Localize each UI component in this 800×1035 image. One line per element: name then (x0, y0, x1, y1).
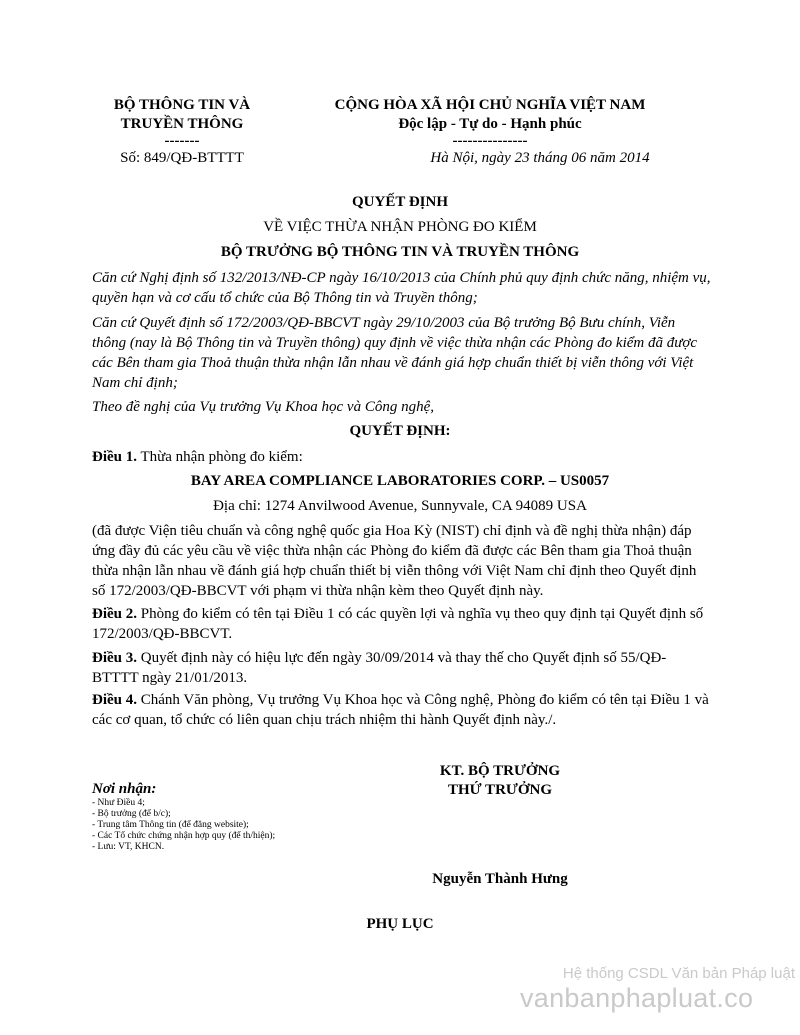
article-2 (92, 604, 712, 644)
recipient-item: - Lưu: VT, KHCN. (92, 842, 165, 852)
issuing-agency (92, 96, 272, 149)
article-2-label: Điều 2. (92, 606, 137, 622)
nation-line-1: CỘNG HÒA XÃ HỘI CHỦ NGHĨA VIỆT NAM (334, 97, 646, 113)
article-3-label: Điều 3. (92, 650, 137, 666)
article-4-label: Điều 4. (92, 692, 137, 708)
decides-heading: QUYẾT ĐỊNH: (349, 423, 451, 439)
preamble-3: Theo đề nghị của Vụ trưởng Vụ Khoa học và Công nghệ, (92, 399, 434, 415)
signer-name: Nguyễn Thành Hưng (432, 871, 568, 887)
article-3-text: Quyết định này có hiệu lực đến ngày 30/09/2014 và thay thế cho Quyết định số 55/QĐ-BTTTT ngày 21/01/2013. (92, 650, 667, 686)
agency-separator: ------- (164, 133, 200, 149)
nation-line-2: Độc lập - Tự do - Hạnh phúc (398, 116, 582, 132)
article-4-text: Chánh Văn phòng, Vụ trưởng Vụ Khoa học và Công nghệ, Phòng đo kiểm có tên tại Điều 1 và các cơ quan, tổ chức có liên quan chịu trách nhiệm thi hành Quyết định này./. (92, 692, 709, 728)
article-1-note: (đã được Viện tiêu chuẩn và công nghệ quốc gia Hoa Kỳ (NIST) chỉ định và đề nghị thừa nhận) đáp ứng đầy đủ các yêu cầu về việc thừa nhận các Phòng đo kiểm đã được các Bên tham gia Thoả thuận thừa nhận lẫn nhau về đánh giá hợp chuẩn thiết bị viễn thông với Việt Nam chỉ định theo Quyết định số 172/2003/QĐ-BBCVT với phạm vi thừa nhận kèm theo Quyết định này. (92, 523, 697, 599)
agency-line-2: TRUYỀN THÔNG (120, 116, 244, 132)
article-1-label: Điều 1. (92, 449, 137, 465)
decision-subject: VỀ VIỆC THỪA NHẬN PHÒNG ĐO KIỂM (263, 219, 537, 235)
article-4 (92, 690, 712, 730)
article-1-text: Thừa nhận phòng đo kiểm: (137, 449, 303, 465)
recipient-item: - Bộ trưởng (để b/c); (92, 809, 171, 819)
nation-separator: --------------- (452, 133, 528, 149)
recipient-item: - Các Tổ chức chứng nhận hợp quy (để th/hiện); (92, 831, 276, 841)
recipients-title: Nơi nhận: (92, 781, 157, 797)
document-number: Số: 849/QĐ-BTTTT (120, 150, 244, 166)
decision-title: QUYẾT ĐỊNH (352, 194, 448, 210)
lab-name: BAY AREA COMPLIANCE LABORATORIES CORP. – US0057 (190, 473, 610, 489)
article-2-text: Phòng đo kiểm có tên tại Điều 1 có các quyền lợi và nghĩa vụ theo quy định tại Quyết định số 172/2003/QĐ-BBCVT. (92, 606, 704, 642)
preamble-1: Căn cứ Nghị định số 132/2013/NĐ-CP ngày 16/10/2013 của Chính phủ quy định chức năng, nhiệm vụ, quyền hạn và cơ cấu tổ chức của Bộ Thông tin và Truyền thông; (92, 270, 711, 306)
decision-authority: BỘ TRƯỞNG BỘ THÔNG TIN VÀ TRUYỀN THÔNG (220, 244, 580, 260)
recipient-item: - Trung tâm Thông tin (để đăng website); (92, 820, 249, 830)
signature-title-2: THỨ TRƯỞNG (447, 782, 553, 798)
agency-line-1: BỘ THÔNG TIN VÀ (113, 97, 251, 113)
national-motto (290, 96, 690, 149)
appendix-heading: PHỤ LỤC (366, 916, 434, 932)
lab-address: Địa chỉ: 1274 Anvilwood Avenue, Sunnyvale, CA 94089 USA (213, 498, 587, 514)
watermark-line-2: vanbanphapluat.co (520, 983, 754, 1013)
recipients (92, 780, 372, 853)
place-date: Hà Nội, ngày 23 tháng 06 năm 2014 (430, 150, 650, 166)
signature-block (380, 762, 620, 800)
watermark-line-1: Hệ thống CSDL Văn bản Pháp luật (562, 965, 795, 982)
signature-title-1: KT. BỘ TRƯỞNG (439, 763, 561, 779)
preamble-2: Căn cứ Quyết định số 172/2003/QĐ-BBCVT ngày 29/10/2003 của Bộ trưởng Bộ Bưu chính, Viễn thông (nay là Bộ Thông tin và Truyền thông) quy định về việc thừa nhận các Phòng đo kiểm đã được các Bên tham gia Thoả thuận thừa nhận lẫn nhau về đánh giá hợp chuẩn thiết bị viễn thông với Việt Nam chỉ định; (92, 315, 698, 391)
article-1 (92, 447, 712, 467)
recipient-item: - Như Điều 4; (92, 798, 145, 808)
article-3 (92, 648, 712, 688)
